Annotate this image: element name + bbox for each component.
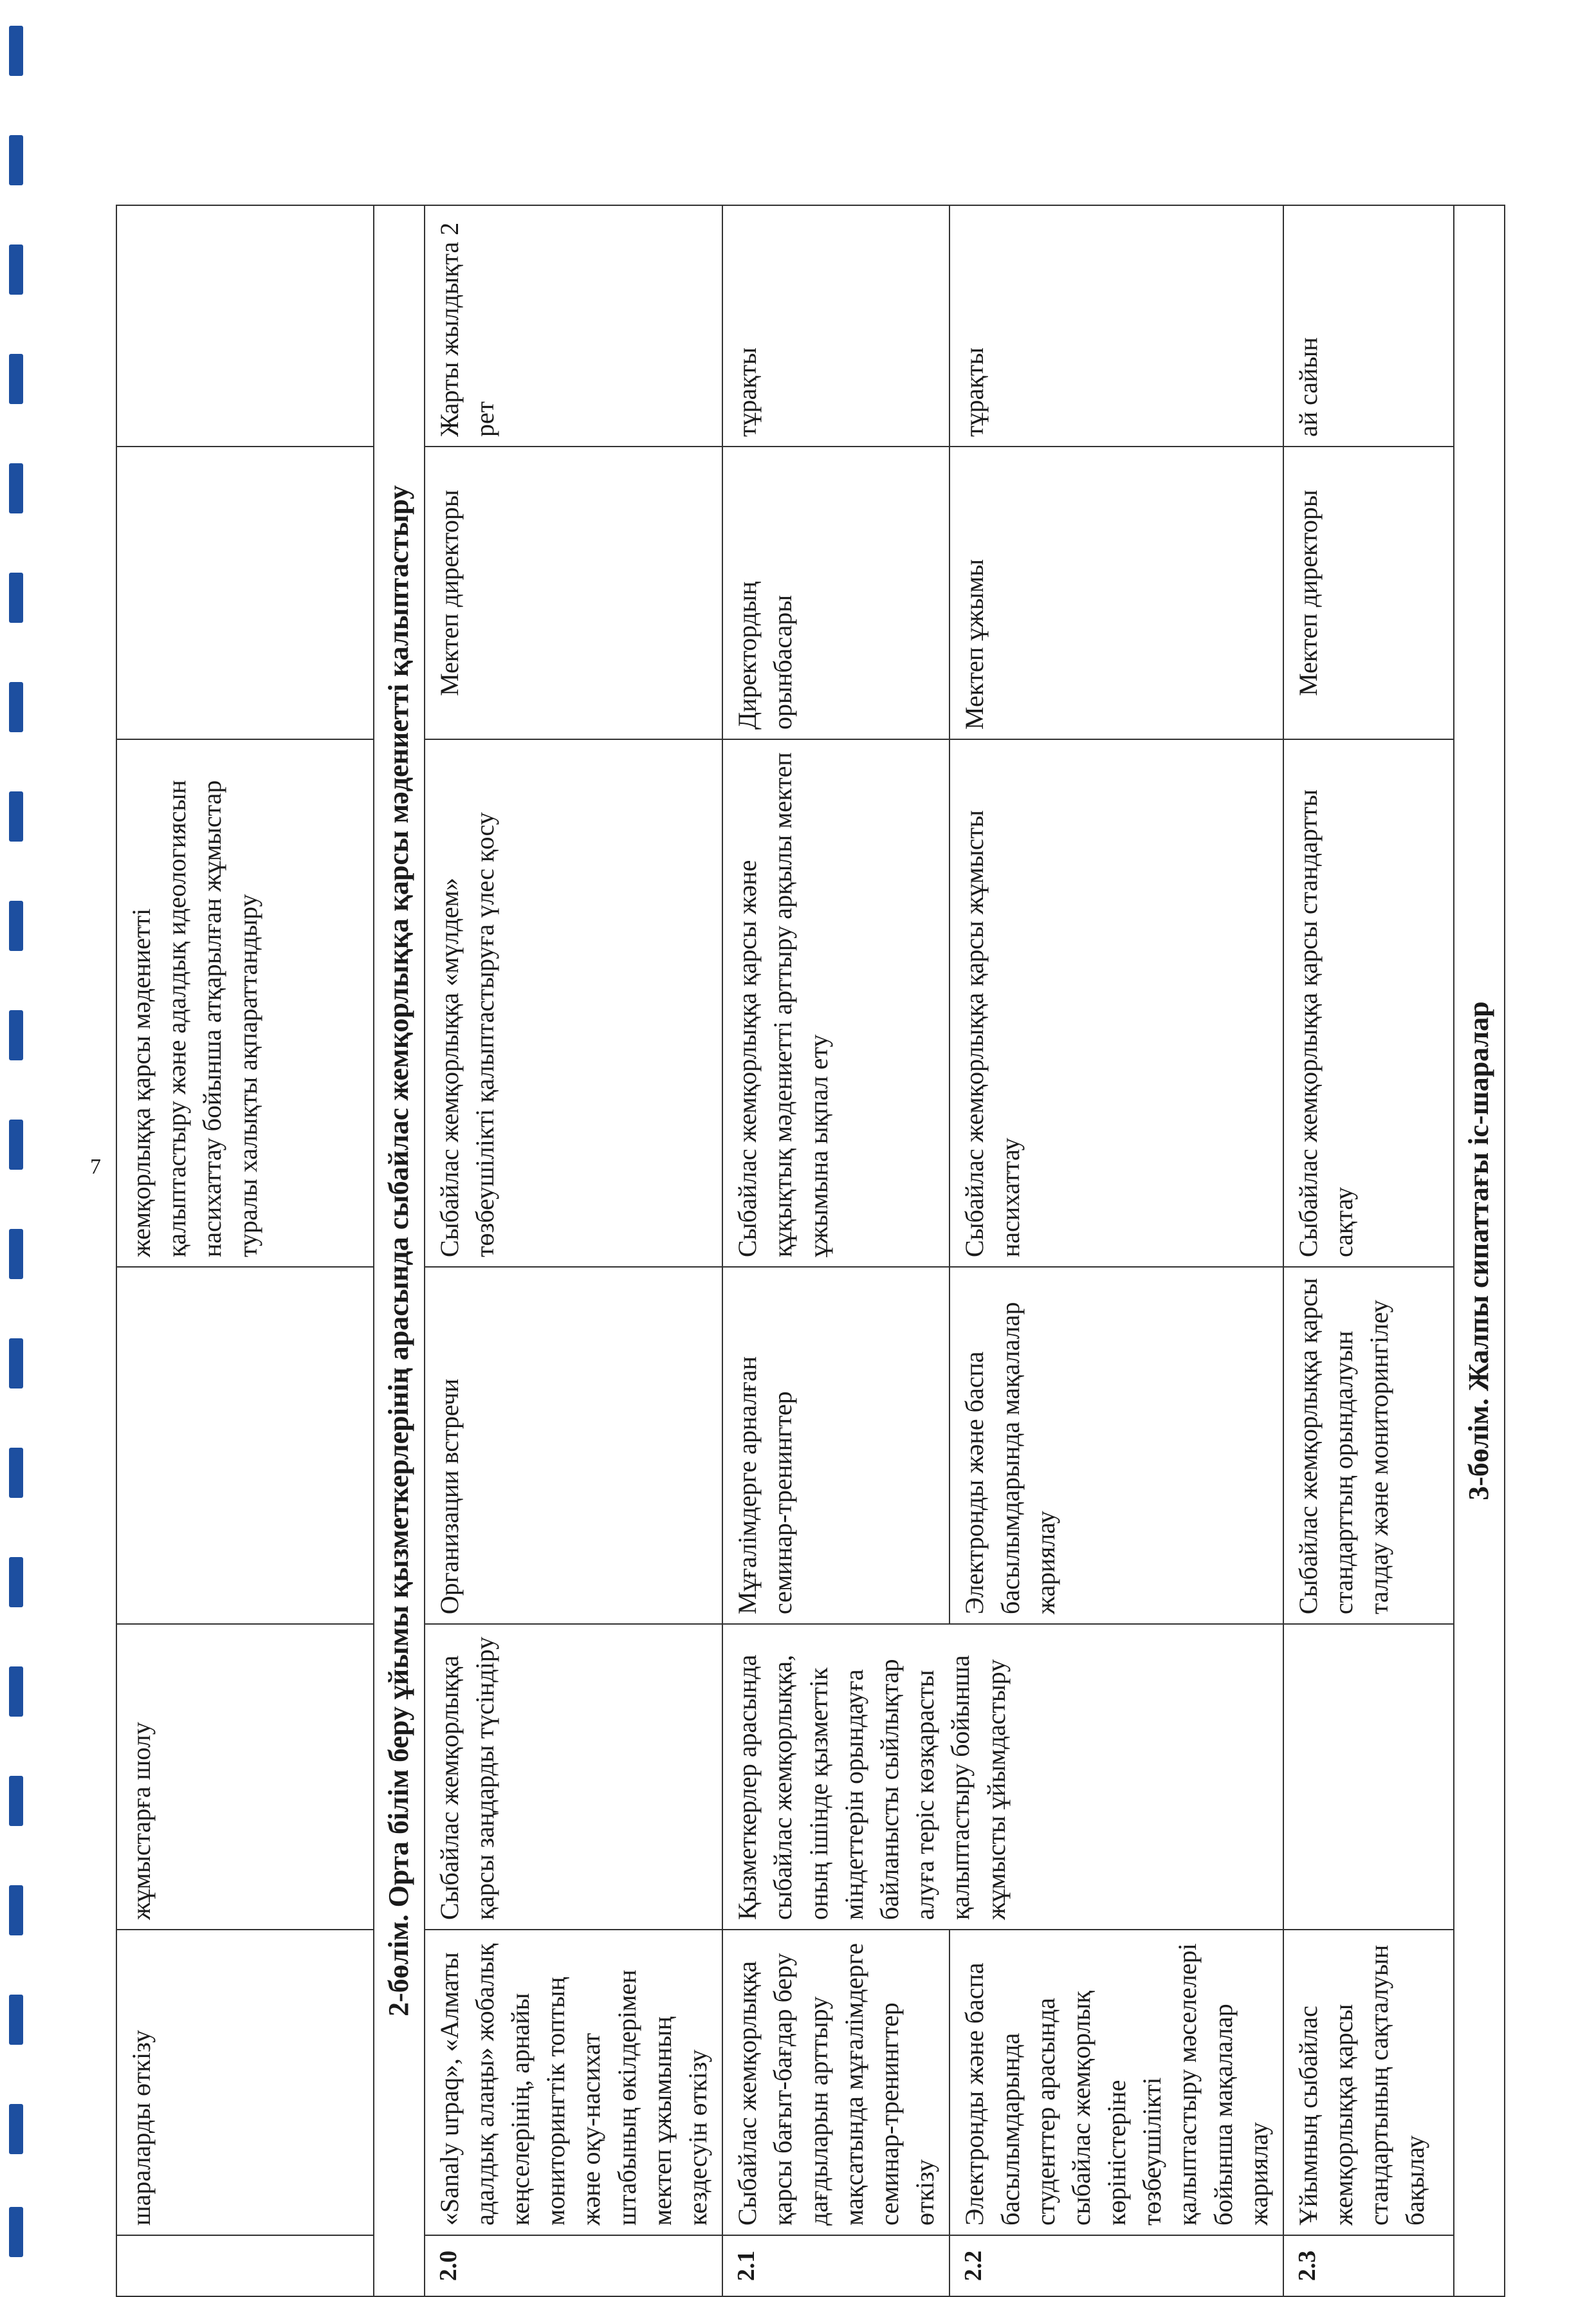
cell-deadline: тұрақты (949, 205, 1283, 447)
row-number: 2.0 (425, 2235, 723, 2296)
table-row (1283, 205, 1454, 2296)
section-2-title: 2-бөлім. Орта білім беру ұйымы қызметкерлерінің арасында сыбайлас жемқорлыққа қарсы мәдениетті қалыптастыру (374, 205, 425, 2296)
cell-form (116, 1267, 374, 1624)
cell-deadline (116, 205, 374, 447)
cell-responsible: Мектеп директоры (425, 447, 723, 739)
cell-event: шараларды өткізу (116, 1930, 374, 2235)
row-number: 2.2 (949, 2235, 1283, 2296)
cell-responsible: Мектеп директоры (1283, 447, 1454, 739)
cell-goal: Сыбайлас жемқорлыққа қарсы заңдарды түсіндіру (425, 1624, 723, 1930)
cell-result: Сыбайлас жемқорлыққа қарсы және құқықтық мәдениетті арттыру арқылы мектеп ұжымына ықпал ету (722, 739, 949, 1267)
section-header-row (374, 205, 425, 2296)
cell-goal: жұмыстарға шолу (116, 1624, 374, 1930)
cell-result: жемқорлыққа қарсы мәдениетті қалыптастыру және адалдық идеологиясын насихаттау бойынша атқарылған жұмыстар туралы халықты ақпараттандыру (116, 739, 374, 1267)
table-row (722, 205, 949, 2296)
action-plan-table (116, 205, 1505, 2297)
spiral-binding (9, 26, 24, 2226)
cell-goal: Қызметкерлер арасында сыбайлас жемқорлыққа, оның ішінде қызметтік міндеттерін орындауға байланысты сыйлықтар алуға теріс көзқарасты қалыптастыру бойынша жұмысты ұйымдастыру (722, 1624, 1283, 1930)
cell-responsible: Директордың орынбасары (722, 447, 949, 739)
cell-num (116, 2235, 374, 2296)
cell-responsible: Мектеп ұжымы (949, 447, 1283, 739)
cell-event: Сыбайлас жемқорлыққа қарсы бағыт-бағдар беру дағдыларын арттыру мақсатында мұғалімдерге семинар-тренингтер өткізу (722, 1930, 949, 2235)
table-row (949, 205, 1283, 2296)
cell-result: Сыбайлас жемқорлыққа қарсы стандартты сақтау (1283, 739, 1454, 1267)
cell-event: Ұйымның сыбайлас жемқорлыққа қарсы стандартының сақталуын бақылау (1283, 1930, 1454, 2235)
section-header-row (1454, 205, 1505, 2296)
cell-form: Электронды және баспа басылымдарында мақалалар жариялау (949, 1267, 1283, 1624)
row-number: 2.3 (1283, 2235, 1454, 2296)
section-3-title: 3-бөлім. Жалпы сипаттағы іс-шаралар (1454, 205, 1505, 2296)
rotated-document (116, 206, 1495, 2297)
cell-deadline: ай сайын (1283, 205, 1454, 447)
cell-responsible (116, 447, 374, 739)
cell-form: Мұғалімдерге арналған семинар-тренингтер (722, 1267, 949, 1624)
cell-result: Сыбайлас жемқорлыққа қарсы жұмысты насихаттау (949, 739, 1283, 1267)
table-row-continuation (116, 205, 374, 2296)
cell-form: Организации встречи (425, 1267, 723, 1624)
cell-deadline: тұрақты (722, 205, 949, 447)
cell-goal (1283, 1624, 1454, 1930)
cell-event: Электронды және баспа басылымдарында студенттер арасында сыбайлас жемқорлық көріністеріне төзбеушілікті қалыптастыру мәселелері бойынша мақалалар жариялау (949, 1930, 1283, 2235)
cell-event: «Sanaly urpaq», «Алматы адалдық алаңы» жобалық кеңселерінің, арнайы мониторингтік топтың және оқу-насихат штабының өкілдерімен мектеп ұжымының кездесуін өткізу (425, 1930, 723, 2235)
cell-result: Сыбайлас жемқорлыққа «мүлдем» төзбеушілікті қалыптастыруға үлес қосу (425, 739, 723, 1267)
cell-deadline: Жарты жылдықта 2 рет (425, 205, 723, 447)
page-number: 7 (90, 1155, 101, 1179)
row-number: 2.1 (722, 2235, 949, 2296)
cell-form: Сыбайлас жемқорлыққа қарсы стандарттың орындалуын талдау және мониторингілеу (1283, 1267, 1454, 1624)
table-row (425, 205, 723, 2296)
